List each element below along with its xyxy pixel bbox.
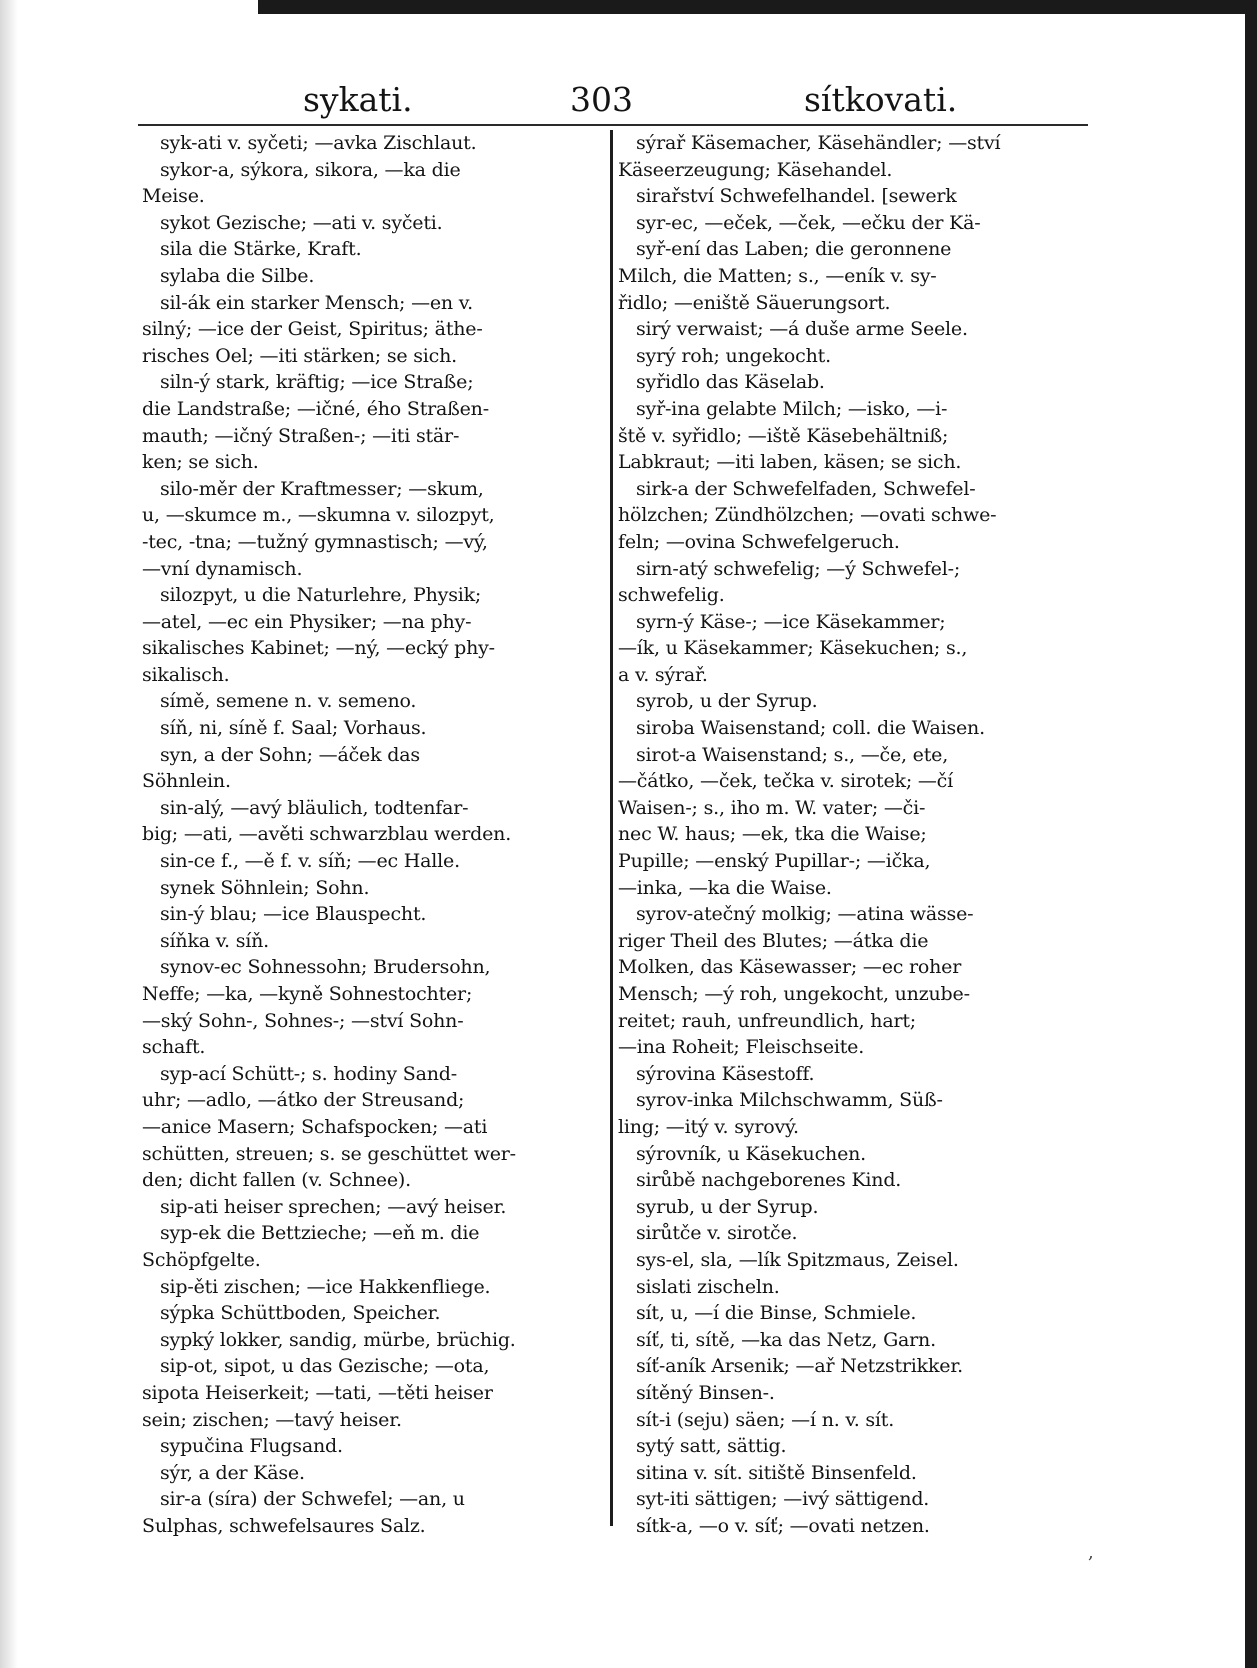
entry-line: syr-ec, —eček, —ček, —ečku der Kä-: [636, 211, 981, 234]
entry-line: Mensch; —ý roh, ungekocht, unzube-: [618, 983, 970, 1005]
column-rule: [610, 130, 613, 1526]
entry-line: syp-ací Schütt-; s. hodiny Sand-: [160, 1062, 457, 1085]
entry-line: ken; se sich.: [142, 451, 259, 474]
entry-line: sýr, a der Käse.: [160, 1461, 305, 1484]
entry-line: řidlo; —eniště Säuerungsort.: [618, 291, 891, 314]
entry-line: sypký lokker, sandig, mürbe, brüchig.: [160, 1328, 516, 1351]
entry-line: syrub, u der Syrup.: [636, 1195, 819, 1218]
entry-line: -tec, -tna; —tužný gymnastisch; —vý,: [142, 530, 488, 553]
entry-line: sýpka Schüttboden, Speicher.: [160, 1302, 441, 1325]
entry-line: silný; —ice der Geist, Spiritus; äthe-: [142, 318, 483, 341]
entry-line: sil-ák ein starker Mensch; —en v.: [160, 291, 473, 314]
running-header: [128, 70, 1088, 130]
entry-line: —ík, u Käsekammer; Käsekuchen; s.,: [618, 637, 968, 660]
entry-line: sirot-a Waisenstand; s., —če, ete,: [636, 743, 949, 766]
entry-line: símě, semene n. v. semeno.: [160, 690, 417, 713]
left-column: [142, 130, 612, 1539]
entry-line: riger Theil des Blutes; —átka die: [618, 929, 929, 952]
entry-line: die Landstraße; —ičné, ého Straßen-: [142, 397, 489, 420]
entry-line: sýrař Käsemacher, Käsehändler; —ství: [636, 132, 1001, 154]
entry-line: nec W. haus; —ek, tka die Waise;: [618, 823, 927, 846]
entry-line: Käseerzeugung; Käsehandel.: [618, 158, 893, 181]
entry-line: syř-ení das Laben; die geronnene: [636, 238, 952, 261]
entry-line: Waisen-; s., iho m. W. vater; —či-: [618, 796, 926, 819]
entry-line: sitina v. sít. sitiště Binsenfeld.: [636, 1461, 917, 1484]
entry-line: Milch, die Matten; s., —eník v. sy-: [618, 264, 937, 287]
scan-left-edge: [0, 0, 18, 1668]
entry-line: sylaba die Silbe.: [160, 264, 315, 287]
entry-line: ště v. syřidlo; —iště Käsebehältniß;: [618, 424, 949, 447]
entry-line: feln; —ovina Schwefelgeruch.: [618, 530, 900, 553]
entry-line: syř-ina gelabte Milch; —isko, —i-: [636, 397, 948, 420]
entry-line: sin-ý blau; —ice Blauspecht.: [160, 903, 427, 926]
entry-line: sein; zischen; —tavý heiser.: [142, 1408, 402, 1431]
entry-line: Schöpfgelte.: [142, 1248, 261, 1271]
entry-line: reitet; rauh, unfreundlich, hart;: [618, 1009, 916, 1032]
entry-line: Meise.: [142, 185, 205, 208]
dictionary-page: [128, 64, 1088, 1537]
entry-line: Molken, das Käsewasser; —ec roher: [618, 956, 962, 979]
entry-line: silozpyt, u die Naturlehre, Physik;: [160, 584, 482, 607]
entry-line: sys-el, sla, —lík Spitzmaus, Zeisel.: [636, 1248, 959, 1271]
entry-line: Sulphas, schwefelsaures Salz.: [142, 1514, 426, 1537]
entry-line: syrov-atečný molkig; —atina wässe-: [636, 903, 974, 926]
entry-line: sít-i (seju) säen; —í n. v. sít.: [636, 1408, 895, 1431]
entry-line: síň, ni, síně f. Saal; Vorhaus.: [160, 717, 427, 740]
entry-line: sirn-atý schwefelig; —ý Schwefel-;: [636, 557, 961, 580]
entry-line: sirařství Schwefelhandel. [sewerk: [636, 185, 957, 208]
entry-line: sin-ce f., —ě f. v. síň; —ec Halle.: [160, 850, 460, 873]
entry-line: u, —skumce m., —skumna v. silozpyt,: [142, 504, 495, 527]
entry-line: syt-iti sättigen; —ivý sättigend.: [636, 1488, 930, 1511]
header-rule: [138, 124, 1088, 126]
scan-right-border: [1245, 0, 1257, 1668]
entry-line: sin-alý, —avý bläulich, todtenfar-: [160, 796, 469, 819]
entry-line: sipota Heiserkeit; —tati, —těti heiser: [142, 1381, 493, 1404]
entry-line: sirůtče v. sirotče.: [636, 1222, 798, 1245]
entry-line: —ský Sohn-, Sohnes-; —ství Sohn-: [142, 1009, 464, 1032]
entry-line: sýrovník, u Käsekuchen.: [636, 1142, 866, 1165]
entry-line: syrn-ý Käse-; —ice Käsekammer;: [636, 610, 946, 633]
entry-line: synek Söhnlein; Sohn.: [160, 876, 370, 899]
right-column: [618, 130, 1088, 1539]
entry-line: Neffe; —ka, —kyně Sohnestochter;: [142, 983, 473, 1005]
entry-line: sít, u, —í die Binse, Schmiele.: [636, 1302, 917, 1325]
entry-line: sítk-a, —o v. síť; —ovati netzen.: [636, 1514, 930, 1537]
entry-line: —ina Roheit; Fleischseite.: [618, 1036, 865, 1059]
entry-line: risches Oel; —iti stärken; se sich.: [142, 344, 457, 367]
entry-line: schaft.: [142, 1036, 206, 1059]
scan-top-border: [258, 0, 1257, 14]
entry-line: schütten, streuen; s. se geschüttet wer-: [142, 1142, 516, 1165]
entry-line: sýrovina Käsestoff.: [636, 1062, 815, 1085]
entry-line: sila die Stärke, Kraft.: [160, 238, 362, 261]
entry-line: síť, ti, sítě, —ka das Netz, Garn.: [636, 1328, 936, 1351]
entry-line: den; dicht fallen (v. Schnee).: [142, 1169, 411, 1192]
entry-line: sip-ěti zischen; —ice Hakkenfliege.: [160, 1275, 491, 1298]
entry-line: ling; —itý v. syrový.: [618, 1115, 799, 1138]
entry-line: Söhnlein.: [142, 770, 231, 793]
entry-line: syrob, u der Syrup.: [636, 690, 818, 713]
entry-line: sikalisches Kabinet; —ný, —ecký phy-: [142, 637, 495, 660]
entry-line: —atel, —ec ein Physiker; —na phy-: [142, 610, 472, 633]
entry-line: sirůbě nachgeborenes Kind.: [636, 1169, 902, 1192]
entry-line: sykot Gezische; —ati v. syčeti.: [160, 211, 443, 234]
entry-line: mauth; —ičný Straßen-; —iti stär-: [142, 424, 460, 447]
entry-line: big; —ati, —avěti schwarzblau werden.: [142, 823, 512, 846]
header-right-word: sítkovati.: [804, 80, 958, 119]
entry-line: syřidlo das Käselab.: [636, 371, 825, 394]
entry-line: sytý satt, sättig.: [636, 1435, 787, 1458]
entry-line: sip-ati heiser sprechen; —avý heiser.: [160, 1195, 507, 1218]
entry-line: siln-ý stark, kräftig; —ice Straße;: [160, 371, 474, 394]
entry-line: Labkraut; —iti laben, käsen; se sich.: [618, 451, 962, 474]
page-number: 303: [570, 80, 633, 119]
entry-line: síť-aník Arsenik; —ař Netzstrikker.: [636, 1355, 963, 1378]
entry-line: synov-ec Sohnessohn; Brudersohn,: [160, 956, 491, 979]
entry-line: sítěný Binsen-.: [636, 1381, 775, 1404]
entry-line: sislati zischeln.: [636, 1275, 780, 1298]
entry-line: syrov-inka Milchschwamm, Süß-: [636, 1089, 943, 1112]
entry-line: uhr; —adlo, —átko der Streusand;: [142, 1089, 465, 1112]
entry-line: syrý roh; ungekocht.: [636, 344, 831, 367]
entry-line: sypučina Flugsand.: [160, 1435, 343, 1458]
entry-line: hölzchen; Zündhölzchen; —ovati schwe-: [618, 504, 997, 527]
entry-line: syn, a der Sohn; —áček das: [160, 743, 420, 766]
entry-line: sir-a (síra) der Schwefel; —an, u: [160, 1488, 465, 1511]
entry-line: —inka, —ka die Waise.: [618, 876, 832, 899]
entry-line: síňka v. síň.: [160, 929, 270, 952]
entry-line: sykor-a, sýkora, sikora, —ka die: [160, 158, 461, 181]
entry-line: —vní dynamisch.: [142, 557, 303, 580]
entry-line: silo-měr der Kraftmesser; —skum,: [160, 477, 484, 500]
entry-line: schwefelig.: [618, 584, 725, 607]
entry-line: syp-ek die Bettzieche; —eň m. die: [160, 1222, 480, 1245]
entry-line: —čátko, —ček, tečka v. sirotek; —čí: [618, 770, 953, 793]
entry-line: —anice Masern; Schafspocken; —ati: [142, 1115, 488, 1138]
entry-line: sirk-a der Schwefelfaden, Schwefel-: [636, 477, 976, 500]
entry-line: sip-ot, sipot, u das Gezische; —ota,: [160, 1355, 490, 1378]
margin-mark: ,: [1088, 1542, 1094, 1563]
entry-line: syk-ati v. syčeti; —avka Zischlaut.: [160, 132, 477, 154]
entry-line: sirý verwaist; —á duše arme Seele.: [636, 318, 968, 341]
entry-line: sikalisch.: [142, 663, 230, 686]
entry-line: a v. sýrař.: [618, 663, 708, 686]
entry-line: siroba Waisenstand; coll. die Waisen.: [636, 717, 985, 740]
header-left-word: sykati.: [303, 80, 413, 119]
entry-line: Pupille; —enský Pupillar-; —ička,: [618, 850, 931, 873]
